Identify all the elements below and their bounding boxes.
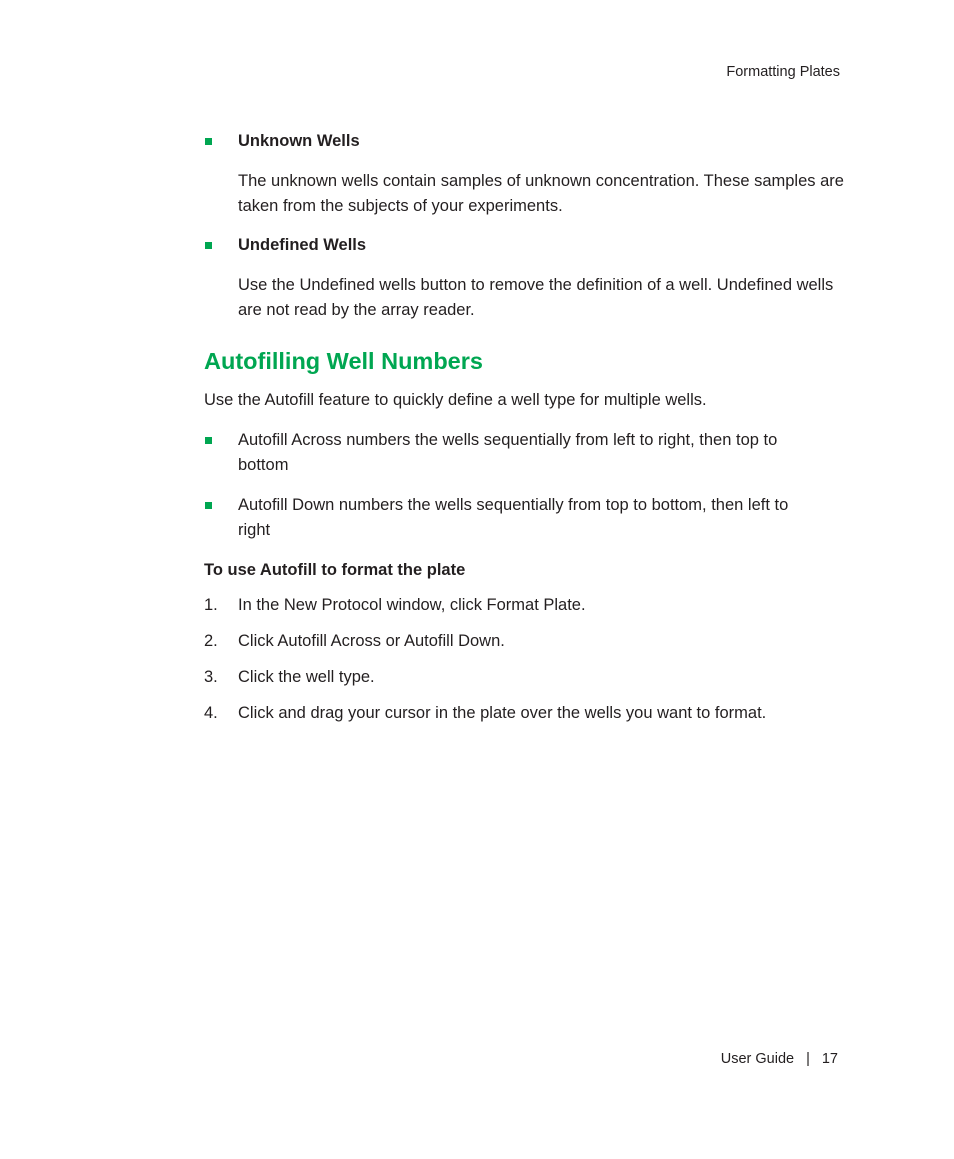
bullet-title: Undefined Wells <box>238 236 367 254</box>
step-text: Click Autofill Across or Autofill Down. <box>238 632 505 650</box>
running-header: Formatting Plates <box>726 64 840 80</box>
page-number: 17 <box>821 1051 838 1067</box>
bullet-title: Unknown Wells <box>238 132 360 150</box>
square-bullet-icon <box>205 138 212 145</box>
step-number: 2. <box>204 632 218 650</box>
square-bullet-icon <box>205 502 212 509</box>
step-text: In the New Protocol window, click Format Plate. <box>238 596 586 614</box>
unknown-wells-description: The unknown wells contain samples of unknown concentration. These samples are taken from the subjects of your experiments. <box>238 172 844 215</box>
step-number: 1. <box>204 596 218 614</box>
square-bullet-icon <box>205 437 212 444</box>
page-footer <box>721 1051 838 1067</box>
square-bullet-icon <box>205 242 212 249</box>
bullet-text: Autofill Down numbers the wells sequentially from top to bottom, then left to right <box>238 496 789 539</box>
undefined-wells-description: Use the Undefined wells button to remove the definition of a well. Undefined wells are not read by the array reader. <box>238 276 834 319</box>
step-number: 3. <box>204 668 218 686</box>
bullet-text: Autofill Across numbers the wells sequentially from left to right, then top to bottom <box>238 431 778 474</box>
footer-separator: | <box>806 1051 810 1067</box>
procedure-heading: To use Autofill to format the plate <box>204 561 466 579</box>
step-text: Click the well type. <box>238 668 375 686</box>
step-text: Click and drag your cursor in the plate over the wells you want to format. <box>238 704 767 722</box>
footer-doc-name: User Guide <box>720 1051 795 1067</box>
step-number: 4. <box>204 704 218 722</box>
section-intro: Use the Autofill feature to quickly define a well type for multiple wells. <box>204 391 707 409</box>
section-title: Autofilling Well Numbers <box>204 348 483 374</box>
